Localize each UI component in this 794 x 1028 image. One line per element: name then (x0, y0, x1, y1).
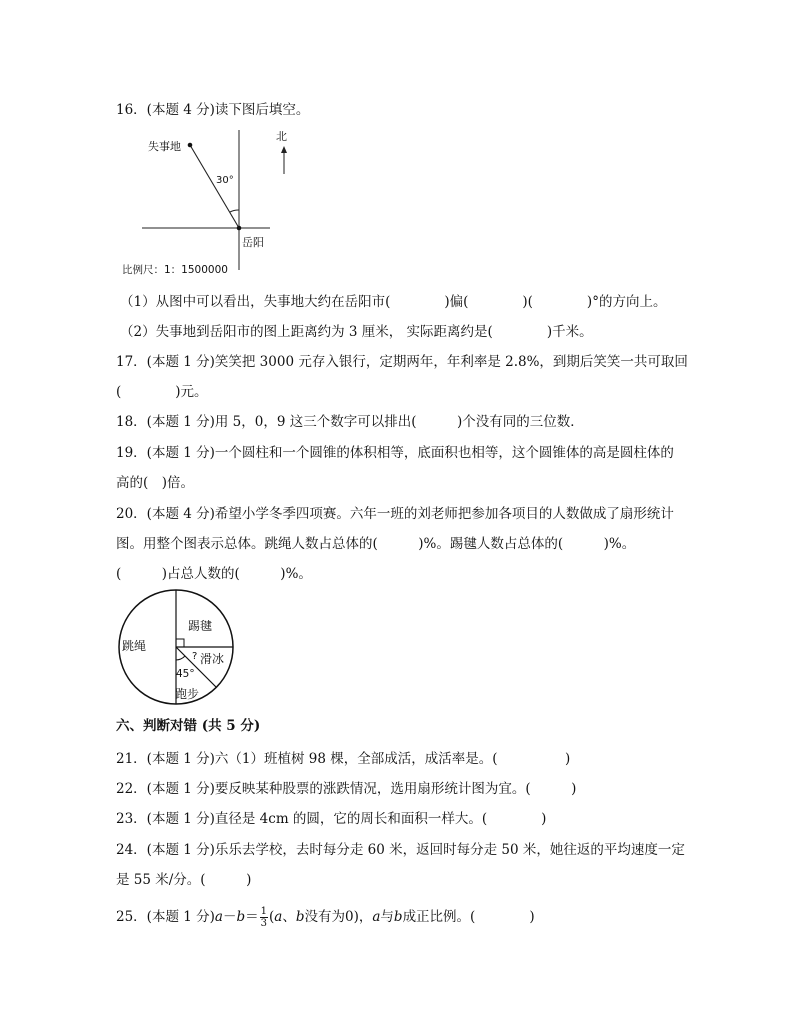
pie-label-skating: 滑冰 (200, 652, 225, 666)
q25-var-b: b (236, 909, 246, 925)
q25-with: 与 (380, 909, 394, 925)
q25-fraction-numerator: 1 (260, 906, 267, 917)
pie-label-rope: 跳绳 (122, 639, 147, 653)
angle-arc-45 (176, 656, 185, 660)
angle-arc (230, 210, 239, 212)
q16-sub2: （2）失事地到岳阳市的图上距离约为 3 厘米， 实际距离约是( )千米。 (120, 324, 593, 340)
north-label: 北 (276, 130, 287, 143)
q19-line1: 19．(本题 1 分)一个圆柱和一个圆锥的体积相等，底面积也相等，这个圆锥体的高是圆柱体的 (116, 445, 674, 461)
yueyang-label: 岳阳 (242, 236, 264, 249)
accident-point (188, 143, 193, 148)
pie-label-running: 跑步 (175, 687, 200, 701)
q25-var-b3: b (393, 909, 403, 925)
q20-line1: 20．(本题 4 分)希望小学冬季四项赛。六年一班的刘老师把参加各项目的人数做成了扇形统计 (116, 506, 674, 522)
q25-separator: 、 (282, 909, 296, 925)
accident-label: 失事地 (148, 140, 181, 153)
right-angle-mark (176, 639, 184, 647)
q18-line: 18．(本题 1 分)用 5，0，9 这三个数字可以排出( )个没有同的三位数． (116, 414, 584, 430)
q19-line2: 高的( )倍。 (116, 475, 195, 491)
pie-label-angle: 45° (176, 668, 195, 680)
q25-var-a2: a (274, 909, 283, 925)
q16-header: 16．(本题 4 分)读下图后填空。 (116, 102, 310, 118)
yueyang-point (237, 226, 242, 231)
pie-label-skating-mark: ? (192, 651, 198, 662)
direction-diagram (118, 124, 288, 280)
q17-line1: 17．(本题 1 分)笑笑把 3000 元存入银行，定期两年，年利率是 2.8%，到期后笑笑一共可取回 (116, 354, 688, 370)
q20-line3: ( )占总人数的( )%。 (116, 566, 312, 582)
q20-pie-chart (116, 588, 240, 708)
scale-label: 比例尺：1：1500000 (122, 264, 228, 276)
q25-equals: ＝ (245, 909, 259, 925)
q25-prefix: 25．(本题 1 分) (116, 909, 215, 925)
q16-sub1: （1）从图中可以看出，失事地大约在岳阳市( )偏( )( )°的方向上。 (120, 294, 667, 310)
q21-line: 21．(本题 1 分)六（1）班植树 98 棵，全部成活，成活率是。( ) (116, 751, 571, 767)
q20-line2: 图。用整个图表示总体。跳绳人数占总体的( )%。踢毽人数占总体的( )%。 (116, 536, 636, 552)
q25-var-a3: a (372, 909, 381, 925)
direction-line (190, 145, 239, 228)
q24-line2: 是 55 米/分。( ) (116, 872, 252, 888)
pie-label-shuttlecock: 踢毽 (188, 619, 213, 633)
north-arrow-icon (281, 146, 287, 153)
q22-line: 22．(本题 1 分)要反映某种股票的涨跌情况，选用扇形统计图为宜。( ) (116, 781, 577, 797)
q23-line: 23．(本题 1 分)直径是 4cm 的圆，它的周长和面积一样大。( ) (116, 811, 547, 827)
q25-var-b2: b (295, 909, 305, 925)
q25-open-paren: ( (268, 909, 275, 925)
q25-condition: 没有为0)， (304, 909, 373, 925)
angle-label: 30° (216, 175, 234, 186)
q17-line2: ( )元。 (116, 384, 208, 400)
q25-fraction-denominator: 3 (260, 918, 267, 929)
section-6-heading: 六、判断对错 (共 5 分) (116, 718, 261, 734)
q25-line (116, 906, 535, 929)
q16-compass-figure (118, 124, 288, 280)
q25-minus: － (222, 909, 237, 925)
q25-var-a: a (214, 909, 223, 925)
q25-suffix: 成正比例。( ) (402, 909, 535, 925)
q24-line1: 24．(本题 1 分)乐乐去学校，去时每分走 60 米，返回时每分走 50 米，她往返的平均速度一定 (116, 842, 685, 858)
q25-fraction (260, 906, 268, 929)
